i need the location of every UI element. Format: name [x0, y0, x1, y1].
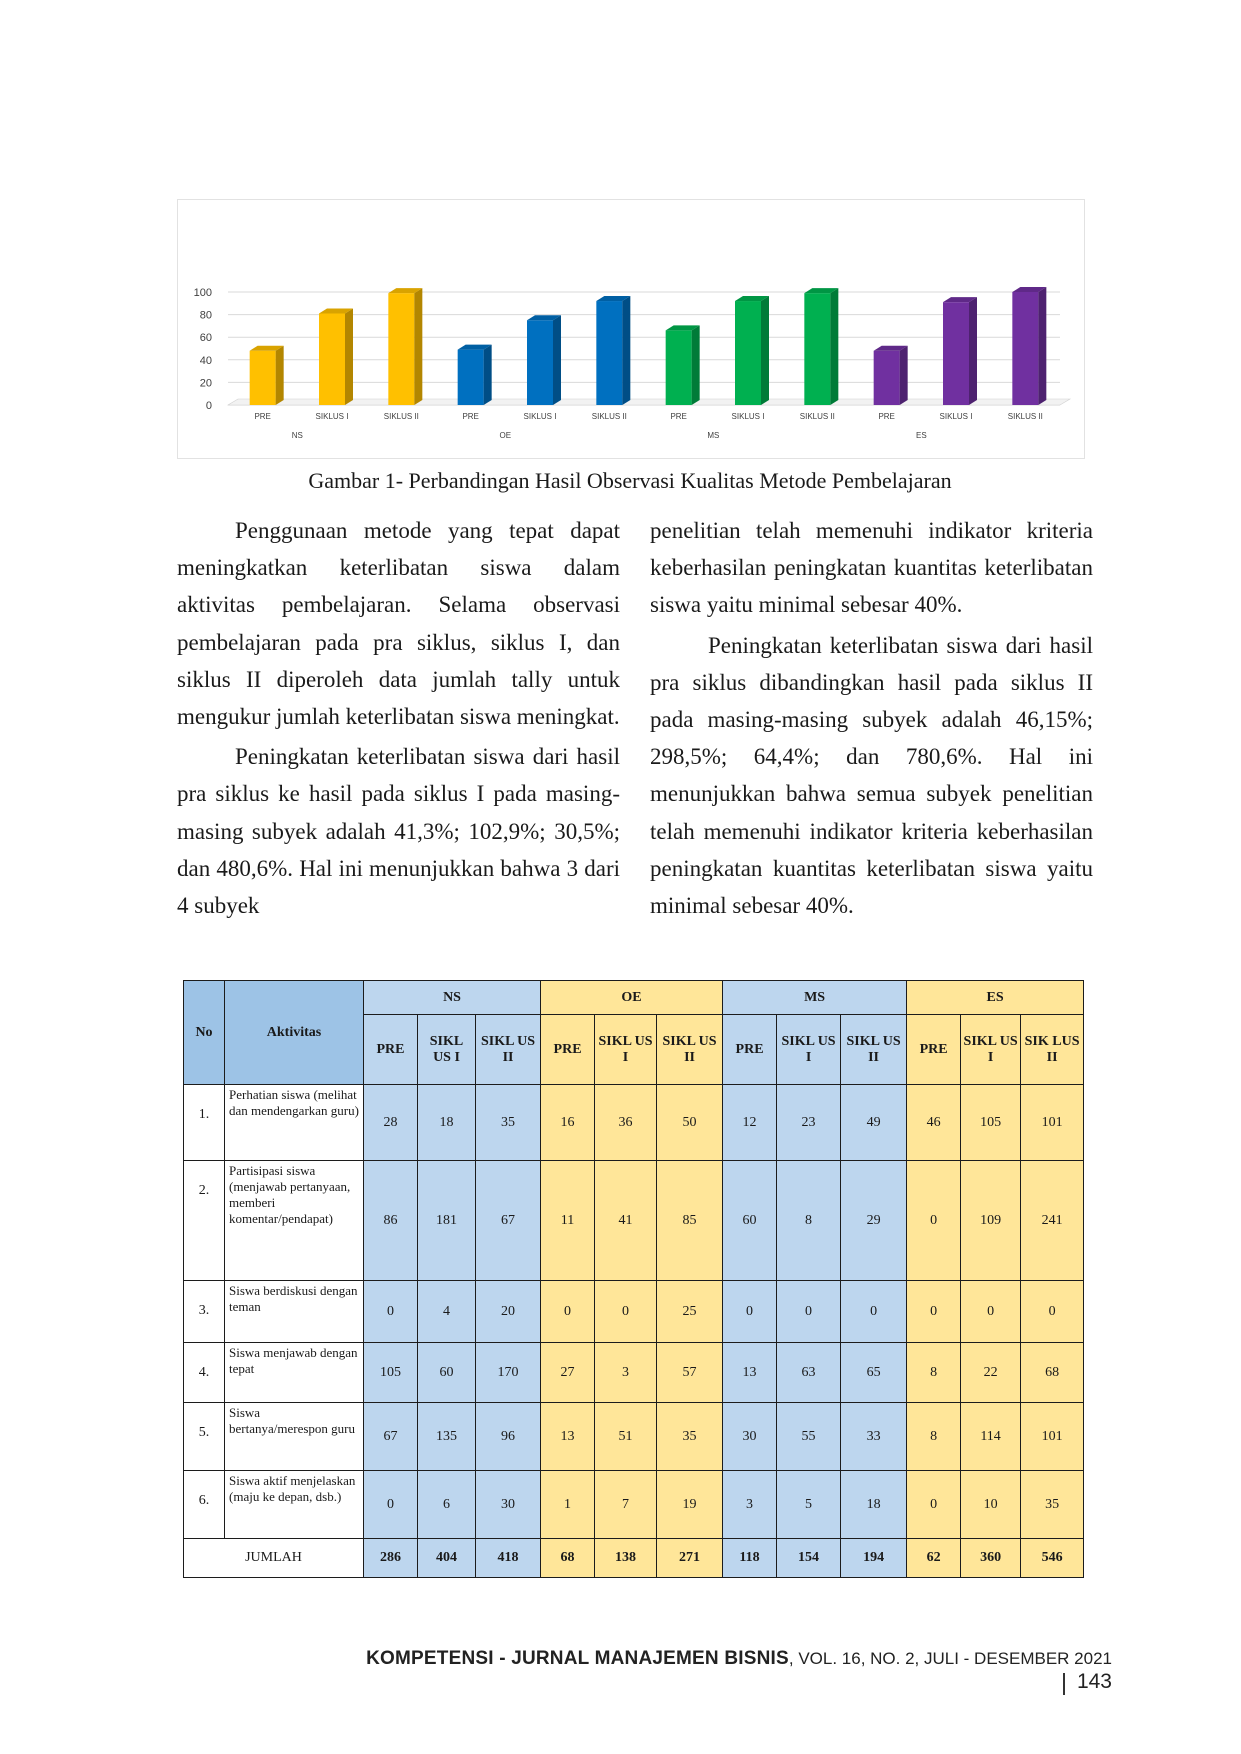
value-cell: 67 [476, 1161, 541, 1281]
group-label: ES [915, 431, 927, 440]
x-tick-label: PRE [670, 412, 687, 421]
value-cell: 22 [961, 1343, 1021, 1403]
value-cell: 1 [541, 1471, 595, 1539]
value-cell: 170 [476, 1343, 541, 1403]
total-cell: 404 [418, 1539, 476, 1578]
value-cell: 35 [476, 1085, 541, 1161]
value-cell: 0 [595, 1281, 657, 1343]
header-siklus-2: SIKL US II [657, 1015, 723, 1085]
header-aktivitas: Aktivitas [225, 981, 364, 1085]
value-cell: 16 [541, 1085, 595, 1161]
table-row [184, 1343, 1084, 1403]
value-cell: 67 [364, 1403, 418, 1471]
group-label: NS [291, 431, 303, 440]
value-cell: 86 [364, 1161, 418, 1281]
total-cell: 118 [723, 1539, 777, 1578]
x-tick-label: SIKLUS II [799, 412, 835, 421]
bar-side [900, 346, 908, 405]
header-siklus-2: SIKL US II [841, 1015, 907, 1085]
row-number: 5. [184, 1403, 225, 1471]
bar [1012, 292, 1038, 405]
activity-cell: Siswa menjawab dengan tepat [225, 1343, 364, 1403]
table-row [184, 1085, 1084, 1161]
value-cell: 19 [657, 1471, 723, 1539]
value-cell: 55 [777, 1403, 841, 1471]
value-cell: 3 [723, 1471, 777, 1539]
total-cell: 194 [841, 1539, 907, 1578]
value-cell: 63 [777, 1343, 841, 1403]
paragraph: penelitian telah memenuhi indikator kriteria keberhasilan peningkatan kuantitas keterlibatan siswa yaitu minimal sebesar 40%. [650, 518, 1093, 618]
x-tick-label: PRE [878, 412, 895, 421]
value-cell: 0 [777, 1281, 841, 1343]
value-cell: 0 [907, 1281, 961, 1343]
value-cell: 114 [961, 1403, 1021, 1471]
value-cell: 36 [595, 1085, 657, 1161]
row-number: 6. [184, 1471, 225, 1539]
header-siklus-2: SIK LUS II [1021, 1015, 1084, 1085]
value-cell: 109 [961, 1161, 1021, 1281]
header-siklus-1: SIKL US I [418, 1015, 476, 1085]
header-siklus-1: SIKL US I [961, 1015, 1021, 1085]
paragraph: Peningkatan keterlibatan siswa dari hasil pra siklus dibandingkan hasil pada siklus II pada masing-masing subyek adalah 46,15%; 298,5%; 64,4%; dan 780,6%. Hal ini menunjukkan bahwa semua subyek penelitian telah memenuhi indikator kriteria keberhasilan peningkatan kuantitas keterlibatan siswa yaitu minimal sebesar 40%. [650, 632, 1093, 919]
value-cell: 60 [723, 1161, 777, 1281]
header-pre: PRE [907, 1015, 961, 1085]
table-body [184, 1085, 1084, 1578]
y-tick-label: 60 [199, 332, 212, 345]
value-cell: 6 [418, 1471, 476, 1539]
value-cell: 57 [657, 1343, 723, 1403]
value-cell: 35 [1021, 1471, 1084, 1539]
x-tick-label: SIKLUS II [383, 412, 419, 421]
bar-side [692, 325, 700, 405]
value-cell: 101 [1021, 1403, 1084, 1471]
value-cell: 50 [657, 1085, 723, 1161]
value-cell: 135 [418, 1403, 476, 1471]
value-cell: 96 [476, 1403, 541, 1471]
bar-chart [177, 199, 1085, 459]
page-number: 143 [1076, 1670, 1112, 1693]
bar [319, 313, 345, 405]
value-cell: 7 [595, 1471, 657, 1539]
value-cell: 3 [595, 1343, 657, 1403]
value-cell: 20 [476, 1281, 541, 1343]
value-cell: 0 [364, 1281, 418, 1343]
value-cell: 0 [364, 1471, 418, 1539]
value-cell: 13 [723, 1343, 777, 1403]
group-label: OE [499, 431, 512, 440]
bar-side [830, 288, 838, 405]
value-cell: 29 [841, 1161, 907, 1281]
y-tick-label: 80 [199, 309, 212, 322]
header-subject-oe: OE [541, 981, 723, 1015]
x-tick-label: SIKLUS I [315, 412, 349, 421]
value-cell: 41 [595, 1161, 657, 1281]
x-tick-label: SIKLUS I [939, 412, 973, 421]
bar [596, 301, 622, 405]
bar [874, 351, 900, 405]
value-cell: 4 [418, 1281, 476, 1343]
value-cell: 105 [364, 1343, 418, 1403]
header-pre: PRE [723, 1015, 777, 1085]
row-number: 1. [184, 1085, 225, 1161]
value-cell: 33 [841, 1403, 907, 1471]
total-cell: 62 [907, 1539, 961, 1578]
total-cell: 154 [777, 1539, 841, 1578]
header-siklus-2: SIKL US II [476, 1015, 541, 1085]
value-cell: 0 [961, 1281, 1021, 1343]
paragraph: Peningkatan keterlibatan siswa dari hasil pra siklus ke hasil pada siklus I pada masing-masing subyek adalah 41,3%; 102,9%; 30,5%; dan 480,6%. Hal ini menunjukkan bahwa 3 dari 4 subyek [177, 744, 620, 919]
journal-issue: , VOL. 16, NO. 2, JULI - DESEMBER 2021 [788, 1649, 1112, 1668]
activity-cell: Siswa bertanya/merespon guru [225, 1403, 364, 1471]
bar-side [1038, 287, 1046, 405]
activity-cell: Siswa berdiskusi dengan teman [225, 1281, 364, 1343]
value-cell: 30 [476, 1471, 541, 1539]
value-cell: 18 [841, 1471, 907, 1539]
group-label: MS [707, 431, 720, 440]
bar-side [622, 296, 630, 405]
x-tick-label: SIKLUS I [523, 412, 557, 421]
table-row [184, 1471, 1084, 1539]
text-column-right [650, 512, 1093, 924]
bar-side [276, 346, 284, 405]
value-cell: 12 [723, 1085, 777, 1161]
bar [666, 330, 692, 405]
header-subject-ms: MS [723, 981, 907, 1015]
value-cell: 13 [541, 1403, 595, 1471]
value-cell: 46 [907, 1085, 961, 1161]
bar-side [969, 297, 977, 405]
value-cell: 30 [723, 1403, 777, 1471]
page-footer [360, 1648, 1112, 1695]
value-cell: 85 [657, 1161, 723, 1281]
bar [458, 350, 484, 405]
tally-table [183, 980, 1084, 1578]
table-row [184, 1281, 1084, 1343]
total-label: JUMLAH [184, 1539, 364, 1578]
value-cell: 51 [595, 1403, 657, 1471]
header-no: No [184, 981, 225, 1085]
bar-side [484, 345, 492, 405]
bar [804, 293, 830, 405]
value-cell: 101 [1021, 1085, 1084, 1161]
x-tick-label: SIKLUS II [1007, 412, 1043, 421]
header-pre: PRE [364, 1015, 418, 1085]
value-cell: 11 [541, 1161, 595, 1281]
value-cell: 68 [1021, 1343, 1084, 1403]
total-cell: 286 [364, 1539, 418, 1578]
value-cell: 241 [1021, 1161, 1084, 1281]
bar [388, 293, 414, 405]
bar [943, 302, 969, 405]
value-cell: 0 [841, 1281, 907, 1343]
bar [735, 301, 761, 405]
figure-caption: Gambar 1- Perbandingan Hasil Observasi Kualitas Metode Pembelajaran [308, 468, 952, 493]
value-cell: 35 [657, 1403, 723, 1471]
journal-title: KOMPETENSI - JURNAL MANAJEMEN BISNIS [366, 1648, 789, 1669]
x-tick-label: PRE [462, 412, 479, 421]
footer-divider [1063, 1673, 1065, 1695]
bar-side [345, 308, 353, 405]
x-tick-label: SIKLUS I [731, 412, 765, 421]
header-siklus-1: SIKL US I [595, 1015, 657, 1085]
row-number: 4. [184, 1343, 225, 1403]
y-tick-label: 0 [205, 400, 212, 412]
y-tick-label: 20 [199, 377, 212, 390]
bar [250, 351, 276, 405]
value-cell: 105 [961, 1085, 1021, 1161]
row-number: 2. [184, 1161, 225, 1281]
value-cell: 23 [777, 1085, 841, 1161]
value-cell: 0 [907, 1471, 961, 1539]
value-cell: 0 [1021, 1281, 1084, 1343]
value-cell: 49 [841, 1085, 907, 1161]
total-cell: 68 [541, 1539, 595, 1578]
value-cell: 0 [723, 1281, 777, 1343]
x-tick-label: PRE [254, 412, 271, 421]
total-row [184, 1539, 1084, 1578]
value-cell: 8 [907, 1403, 961, 1471]
y-tick-label: 100 [193, 287, 212, 299]
header-siklus-1: SIKL US I [777, 1015, 841, 1085]
text-column-left [177, 512, 620, 924]
row-number: 3. [184, 1281, 225, 1343]
table-row [184, 1403, 1084, 1471]
value-cell: 0 [541, 1281, 595, 1343]
bar-side [761, 296, 769, 405]
value-cell: 18 [418, 1085, 476, 1161]
activity-cell: Partisipasi siswa (menjawab pertanyaan, memberi komentar/pendapat) [225, 1161, 364, 1281]
total-cell: 418 [476, 1539, 541, 1578]
value-cell: 8 [777, 1161, 841, 1281]
value-cell: 181 [418, 1161, 476, 1281]
value-cell: 25 [657, 1281, 723, 1343]
value-cell: 0 [907, 1161, 961, 1281]
activity-cell: Siswa aktif menjelaskan (maju ke depan, dsb.) [225, 1471, 364, 1539]
bar [527, 320, 553, 405]
total-cell: 546 [1021, 1539, 1084, 1578]
value-cell: 28 [364, 1085, 418, 1161]
value-cell: 65 [841, 1343, 907, 1403]
table-row [184, 1161, 1084, 1281]
x-tick-label: SIKLUS II [591, 412, 627, 421]
header-subject-es: ES [907, 981, 1084, 1015]
chart-canvas [178, 200, 1084, 458]
total-cell: 271 [657, 1539, 723, 1578]
bar-side [414, 288, 422, 405]
header-pre: PRE [541, 1015, 595, 1085]
y-tick-label: 40 [199, 354, 212, 367]
value-cell: 8 [907, 1343, 961, 1403]
value-cell: 60 [418, 1343, 476, 1403]
total-cell: 360 [961, 1539, 1021, 1578]
value-cell: 10 [961, 1471, 1021, 1539]
activity-cell: Perhatian siswa (melihat dan mendengarkan guru) [225, 1085, 364, 1161]
value-cell: 5 [777, 1471, 841, 1539]
total-cell: 138 [595, 1539, 657, 1578]
paragraph: Penggunaan metode yang tepat dapat meningkatkan keterlibatan siswa dalam aktivitas pembelajaran. Selama observasi pembelajaran pada pra siklus, siklus I, dan siklus II diperoleh data jumlah tally untuk mengukur jumlah keterlibatan siswa meningkat. [177, 518, 620, 730]
value-cell: 27 [541, 1343, 595, 1403]
header-subject-ns: NS [364, 981, 541, 1015]
bar-side [553, 315, 561, 405]
